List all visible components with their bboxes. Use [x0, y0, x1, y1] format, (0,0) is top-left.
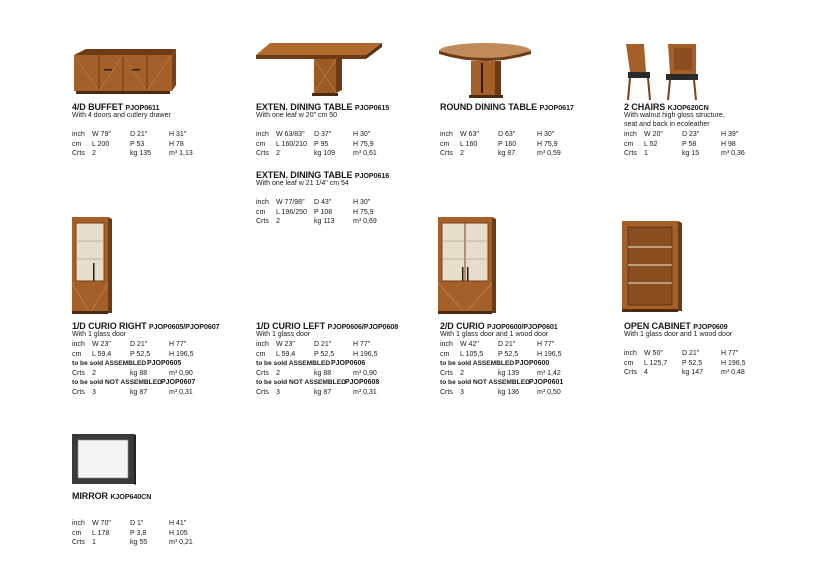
chairs-image [622, 42, 702, 102]
product-title [72, 321, 220, 331]
spec-row [440, 359, 620, 369]
spec-value: inch [72, 131, 85, 138]
spec-value: kg 87 [130, 388, 148, 396]
spec-value: H 196,5 [721, 359, 746, 367]
spec-row [624, 130, 804, 140]
spec-row [440, 130, 620, 140]
spec-value: D 63" [498, 131, 516, 138]
spec-value: Crts [72, 539, 85, 546]
spec-value: H 196,5 [353, 350, 378, 358]
spec-value: W 77/98" [276, 199, 305, 206]
spec-value: 2 [92, 369, 96, 377]
product-title [72, 102, 159, 112]
spec-row [256, 359, 436, 369]
product-name: 1/D CURIO LEFT [256, 321, 326, 331]
spec-value: inch [624, 350, 637, 357]
spec-value: cm [624, 359, 634, 367]
spec-value: H 75,9 [353, 140, 374, 148]
product-description [440, 331, 548, 340]
product-code: PJOP0617 [539, 103, 574, 112]
spec-value: inch [256, 199, 269, 206]
spec-row [72, 359, 252, 369]
spec-value: L 52 [644, 140, 658, 148]
product-title [72, 491, 151, 501]
spec-value: W 50" [644, 350, 663, 357]
spec-value: P 52,5 [682, 359, 703, 367]
spec-value: kg 147 [682, 369, 704, 376]
spec-value: kg 113 [314, 218, 335, 225]
spec-row [624, 368, 804, 378]
product-description [624, 331, 732, 340]
spec-row [72, 529, 252, 539]
spec-value: Crts [72, 150, 85, 157]
spec-value: m³ 1,42 [537, 369, 561, 377]
spec-value: inch [440, 131, 453, 138]
spec-row [440, 140, 620, 150]
spec-value: 2 [276, 218, 280, 225]
product-code: PJOP0609 [693, 322, 728, 331]
spec-value: H 77" [537, 341, 555, 348]
mirror-image [72, 434, 136, 486]
spec-value: to be sold NOT ASSEMBLED [72, 379, 162, 386]
spec-row [440, 388, 620, 398]
spec-value: P 58 [682, 140, 697, 148]
spec-row [624, 149, 804, 159]
spec-table [440, 340, 620, 397]
spec-value: W 42" [460, 341, 479, 348]
spec-value: H 30" [537, 131, 555, 138]
spec-value: W 63/83" [276, 131, 305, 138]
curio-right-image [72, 217, 112, 315]
product-name: ROUND DINING TABLE [440, 102, 538, 112]
spec-row [440, 350, 620, 360]
spec-row [624, 140, 804, 150]
spec-value: P 52,5 [314, 350, 335, 358]
spec-value: 2 [276, 369, 280, 377]
spec-value: D 21" [130, 341, 148, 348]
spec-value: inch [256, 131, 269, 138]
product-title [256, 170, 389, 180]
spec-value: Crts [256, 218, 269, 225]
spec-value: cm [256, 140, 266, 148]
spec-value: m³ 0,48 [721, 369, 745, 376]
spec-value: L 196/250 [276, 208, 307, 216]
spec-value: H 77" [169, 341, 187, 348]
spec-value: Crts [256, 150, 269, 157]
product-name: MIRROR [72, 491, 108, 501]
product-title [440, 321, 558, 331]
spec-row [72, 519, 252, 529]
product-title [624, 102, 709, 112]
spec-value: P 52,5 [130, 350, 151, 358]
spec-value: D 43" [314, 199, 332, 206]
spec-value: L 105,5 [460, 350, 484, 358]
spec-row [256, 340, 436, 350]
spec-value: kg 139 [498, 369, 520, 377]
spec-value: kg 88 [130, 369, 148, 377]
spec-row [440, 369, 620, 379]
spec-value: Crts [256, 388, 269, 396]
spec-value: kg 55 [130, 539, 148, 546]
spec-value: 1 [92, 539, 96, 546]
spec-value: kg 15 [682, 150, 700, 157]
spec-value: 3 [276, 388, 280, 396]
spec-value: PJOP0607 [161, 379, 196, 386]
product-name: 2 CHAIRS [624, 102, 666, 112]
spec-value: inch [72, 341, 85, 348]
spec-value: W 20" [644, 131, 663, 138]
spec-value: to be sold NOT ASSEMBLED [256, 379, 346, 386]
spec-value: D 37" [314, 131, 332, 138]
spec-value: cm [72, 140, 82, 148]
spec-row [256, 350, 436, 360]
spec-row [72, 340, 252, 350]
spec-row [72, 350, 252, 360]
product-code: PJOP0611 [125, 103, 160, 112]
spec-table [72, 519, 252, 548]
product-description [624, 112, 725, 129]
spec-value: kg 109 [314, 150, 336, 157]
spec-value: inch [624, 131, 637, 138]
description-line: With 1 glass door [72, 331, 127, 338]
round-table-image [437, 41, 533, 101]
spec-value: m³ 0,21 [169, 539, 193, 546]
spec-value: H 105 [169, 529, 188, 537]
product-description [72, 331, 126, 340]
spec-value: m³ 0,90 [353, 369, 377, 377]
spec-value: cm [440, 140, 450, 148]
spec-value: L 125,7 [644, 359, 668, 367]
spec-value: cm [256, 208, 266, 216]
spec-value: cm [624, 140, 634, 148]
spec-row [256, 217, 436, 227]
spec-value: m³ 0,59 [537, 150, 561, 157]
spec-value: W 63" [460, 131, 479, 138]
spec-row [440, 378, 620, 388]
spec-row [72, 388, 252, 398]
spec-value: L 178 [92, 529, 110, 537]
open-cabinet-image [622, 221, 682, 313]
spec-table [256, 340, 436, 397]
spec-value: cm [256, 350, 266, 358]
spec-table [256, 198, 436, 227]
buffet-image [72, 49, 176, 99]
spec-table [624, 130, 804, 159]
spec-value: 4 [644, 369, 648, 376]
spec-value: PJOP0606 [331, 360, 366, 367]
description-line: With 1 glass door and 1 wood door [624, 331, 733, 338]
spec-value: 2 [92, 150, 96, 157]
spec-value: Crts [624, 150, 637, 157]
spec-value: H 39" [721, 131, 739, 138]
spec-value: D 1" [130, 520, 144, 527]
spec-value: W 23" [276, 341, 295, 348]
spec-row [624, 349, 804, 359]
spec-value: P 95 [314, 140, 329, 148]
spec-value: P 53 [130, 140, 145, 148]
spec-value: Crts [440, 388, 453, 396]
spec-value: D 21" [498, 341, 516, 348]
product-description [256, 331, 310, 340]
spec-row-cm [72, 140, 252, 150]
product-name: 2/D CURIO [440, 321, 485, 331]
product-code: KJOP620CN [667, 103, 709, 112]
spec-value: Crts [72, 369, 85, 377]
spec-value: L 160 [460, 140, 478, 148]
spec-value: H 75,9 [537, 140, 558, 148]
spec-value: Crts [440, 369, 453, 377]
spec-value: to be sold ASSEMBLED [256, 360, 331, 367]
description-line: With one leaf w 20" cm 50 [256, 112, 338, 119]
spec-value: D 21" [682, 350, 700, 357]
spec-value: H 196,5 [537, 350, 562, 358]
extendable-table-image [256, 41, 384, 101]
spec-value: Crts [624, 369, 637, 376]
spec-row-crts [72, 149, 252, 159]
product-description [72, 112, 171, 121]
description-line: seat and back in ecoleather [624, 120, 710, 128]
spec-value: m³ 0,31 [169, 388, 193, 396]
spec-table [72, 340, 252, 397]
spec-row [256, 130, 436, 140]
spec-value: Crts [440, 150, 453, 157]
spec-value: m³ 0,31 [353, 388, 377, 396]
spec-table [440, 130, 620, 159]
spec-value: 2 [460, 369, 464, 377]
spec-value: kg 87 [314, 388, 332, 396]
spec-value: PJOP0608 [345, 379, 380, 386]
spec-value: H 30" [353, 199, 371, 206]
spec-value: 1 [644, 150, 648, 157]
spec-value: m³ 0,69 [353, 218, 377, 225]
spec-value: D 21" [314, 341, 332, 348]
spec-value: Crts [256, 369, 269, 377]
spec-value: H 196,5 [169, 350, 194, 358]
product-code: PJOP0605/PJOP0607 [148, 322, 220, 331]
product-title [256, 321, 398, 331]
spec-value: inch [72, 520, 85, 527]
spec-value: cm [72, 529, 82, 537]
spec-value: cm [440, 350, 450, 358]
spec-value: H 41" [169, 520, 187, 527]
spec-row [256, 198, 436, 208]
spec-value: to be sold ASSEMBLED [440, 360, 515, 367]
spec-table [624, 349, 804, 378]
spec-table [72, 130, 252, 159]
spec-row [72, 369, 252, 379]
spec-value: P 3,8 [130, 529, 147, 537]
spec-value: m³ 0,36 [721, 150, 745, 157]
product-title [256, 102, 389, 112]
spec-value: to be sold ASSEMBLED [72, 360, 147, 367]
description-line: With 1 glass door and 1 wood door [440, 331, 549, 338]
spec-value: m³ 0,61 [353, 150, 377, 157]
spec-row [256, 369, 436, 379]
spec-value: H 77" [353, 341, 371, 348]
spec-value: P 108 [314, 208, 333, 216]
spec-table [256, 130, 436, 159]
spec-value: L 200 [92, 140, 110, 148]
curio-2d-image [438, 217, 496, 315]
spec-value: W 70" [92, 520, 111, 527]
spec-row [624, 359, 804, 369]
spec-row [440, 340, 620, 350]
product-name: 4/D BUFFET [72, 102, 124, 112]
product-name: EXTEN. DINING TABLE [256, 102, 353, 112]
spec-value: kg 88 [314, 369, 332, 377]
spec-row-inch [72, 130, 252, 140]
spec-value: kg 87 [498, 150, 516, 157]
spec-value: to be sold NOT ASSEMBLED [440, 379, 530, 386]
product-description [256, 180, 349, 189]
spec-value: cm [72, 350, 82, 358]
spec-value: H 78 [169, 140, 184, 148]
spec-value: H 77" [721, 350, 739, 357]
spec-value: inch [256, 341, 269, 348]
spec-value: L 59,4 [276, 350, 296, 358]
spec-value: PJOP0600 [515, 360, 550, 367]
description-line: With one leaf w 21 1/4" cm 54 [256, 180, 349, 187]
spec-value: W 23" [92, 341, 111, 348]
product-description [256, 112, 337, 121]
spec-value: D 23" [682, 131, 700, 138]
spec-value: H 30" [353, 131, 371, 138]
spec-value: L 160/210 [276, 140, 307, 148]
spec-row [256, 388, 436, 398]
description-line: With walnut high gloss structure, [624, 112, 725, 119]
spec-value: P 52,5 [498, 350, 519, 358]
spec-row [256, 149, 436, 159]
spec-row [440, 149, 620, 159]
spec-value: W 79" [92, 131, 111, 138]
product-code: PJOP0606/PJOP0608 [327, 322, 399, 331]
product-code: PJOP0616 [354, 171, 390, 180]
spec-value: Crts [72, 388, 85, 396]
spec-value: m³ 0,50 [537, 388, 561, 396]
spec-value: 2 [460, 150, 464, 157]
spec-value: inch [440, 341, 453, 348]
spec-row [256, 378, 436, 388]
spec-value: H 31" [169, 131, 187, 138]
spec-value: kg 135 [130, 150, 152, 157]
spec-value: m³ 1,13 [169, 150, 193, 157]
product-code: PJOP0615 [354, 103, 390, 112]
spec-value: 2 [276, 150, 280, 157]
spec-value: kg 136 [498, 388, 520, 396]
spec-value: PJOP0605 [147, 360, 182, 367]
spec-row [256, 208, 436, 218]
spec-value: L 59,4 [92, 350, 112, 358]
spec-value: m³ 0,90 [169, 369, 193, 377]
spec-value: PJOP0601 [529, 379, 564, 386]
product-name: EXTEN. DINING TABLE [256, 170, 353, 180]
description-line: With 1 glass door [256, 331, 311, 338]
product-code: PJOP0600/PJOP0601 [487, 322, 558, 331]
spec-row [72, 378, 252, 388]
product-name: OPEN CABINET [624, 321, 691, 331]
spec-row [72, 538, 252, 548]
description-line: With 4 doors and cutlery drawer [72, 112, 171, 119]
product-code: KJOP640CN [110, 492, 152, 501]
spec-value: P 160 [498, 140, 517, 148]
spec-row [256, 140, 436, 150]
product-title [440, 102, 574, 112]
spec-value: 3 [92, 388, 96, 396]
spec-value: H 98 [721, 140, 736, 148]
product-name: 1/D CURIO RIGHT [72, 321, 147, 331]
spec-value: D 21" [130, 131, 148, 138]
spec-value: 3 [460, 388, 464, 396]
product-title [624, 321, 728, 331]
spec-value: H 75,9 [353, 208, 374, 216]
